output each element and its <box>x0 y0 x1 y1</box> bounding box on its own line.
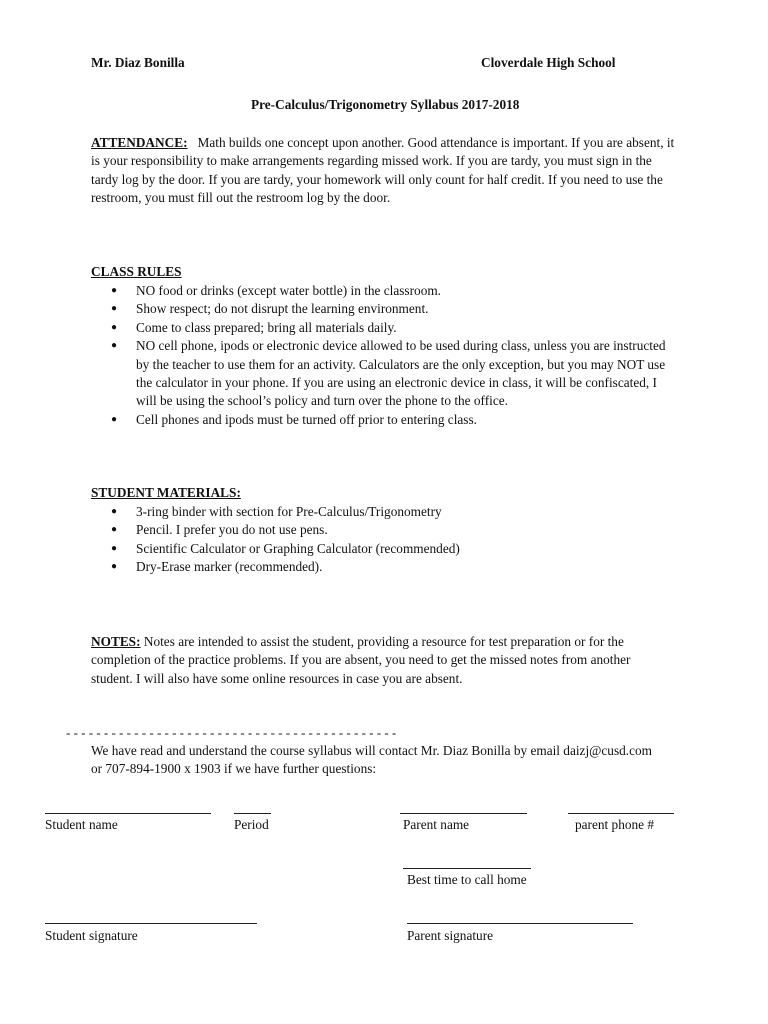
class-rules-heading: CLASS RULES <box>91 264 182 279</box>
notes-text: Notes are intended to assist the student, providing a resource for test preparation or for the completion of the practice problems. If you are absent, you need to get the missed notes from another student. I will also have some online resources in case you are absent. <box>91 634 631 686</box>
best-time-line[interactable] <box>403 868 531 869</box>
list-item: ● Scientific Calculator or Graphing Calculator (recommended) <box>91 540 675 558</box>
parent-phone-line[interactable] <box>568 813 674 814</box>
student-signature-label: Student signature <box>45 928 138 943</box>
attendance-section <box>91 134 675 208</box>
attendance-heading: ATTENDANCE: <box>91 135 188 150</box>
student-materials-list <box>91 503 675 577</box>
parent-signature-label: Parent signature <box>407 928 494 943</box>
list-item: ● Show respect; do not disrupt the learning environment. <box>91 300 675 318</box>
period-line[interactable] <box>234 813 271 814</box>
parent-signature-line[interactable] <box>407 923 633 924</box>
list-item: ● NO food or drinks (except water bottle) in the classroom. <box>91 282 675 300</box>
parent-phone-label: parent phone # <box>575 817 655 832</box>
attendance-text: Math builds one concept upon another. Good attendance is important. If you are absent, it is your responsibility to make arrangements regarding missed work. If you are tardy, you must sign in the tardy log by the door. If you are tardy, your homework will only count for half credit. If you need to use the restroom, you must fill out the restroom log by the door. <box>91 135 675 206</box>
notes-section <box>91 633 675 688</box>
school-name: Cloverdale High School <box>481 55 616 70</box>
period-label: Period <box>234 817 269 832</box>
student-name-label: Student name <box>45 817 118 832</box>
list-item: ● NO cell phone, ipods or electronic device allowed to be used during class, unless you are instructed by the teacher to use them for an activity. Calculators are the only exception, but you may NOT use the calculator in your phone. If you are using an electronic device in class, it will be confiscated, I will be using the school’s policy and turn over the phone to the office. <box>91 337 675 411</box>
student-materials-heading: STUDENT MATERIALS: <box>91 485 241 500</box>
teacher-name: Mr. Diaz Bonilla <box>91 55 185 70</box>
notes-heading: NOTES: <box>91 634 141 649</box>
best-time-label: Best time to call home <box>407 872 527 887</box>
document-title: Pre-Calculus/Trigonometry Syllabus 2017-2018 <box>251 97 520 112</box>
parent-name-line[interactable] <box>400 813 527 814</box>
list-item: ● Come to class prepared; bring all materials daily. <box>91 319 675 337</box>
list-item: ● Cell phones and ipods must be turned off prior to entering class. <box>91 411 675 429</box>
list-item: ● 3-ring binder with section for Pre-Calculus/Trigonometry <box>91 503 675 521</box>
list-item: ● Dry-Erase marker (recommended). <box>91 558 675 576</box>
acknowledgement-statement: We have read and understand the course syllabus will contact Mr. Diaz Bonilla by email daizj@cusd.com or 707-894-1900 x 1903 if we have further questions: <box>91 743 652 777</box>
list-item: ● Pencil. I prefer you do not use pens. <box>91 521 675 539</box>
class-rules-list <box>91 282 675 429</box>
student-signature-line[interactable] <box>45 923 257 924</box>
student-name-line[interactable] <box>45 813 211 814</box>
parent-name-label: Parent name <box>403 817 470 832</box>
tear-off-dashed-line: - - - - - - - - - - - - - - - - - - - - - - - - - - - - - - - - - - - - - - - - - - - - <box>66 725 397 740</box>
